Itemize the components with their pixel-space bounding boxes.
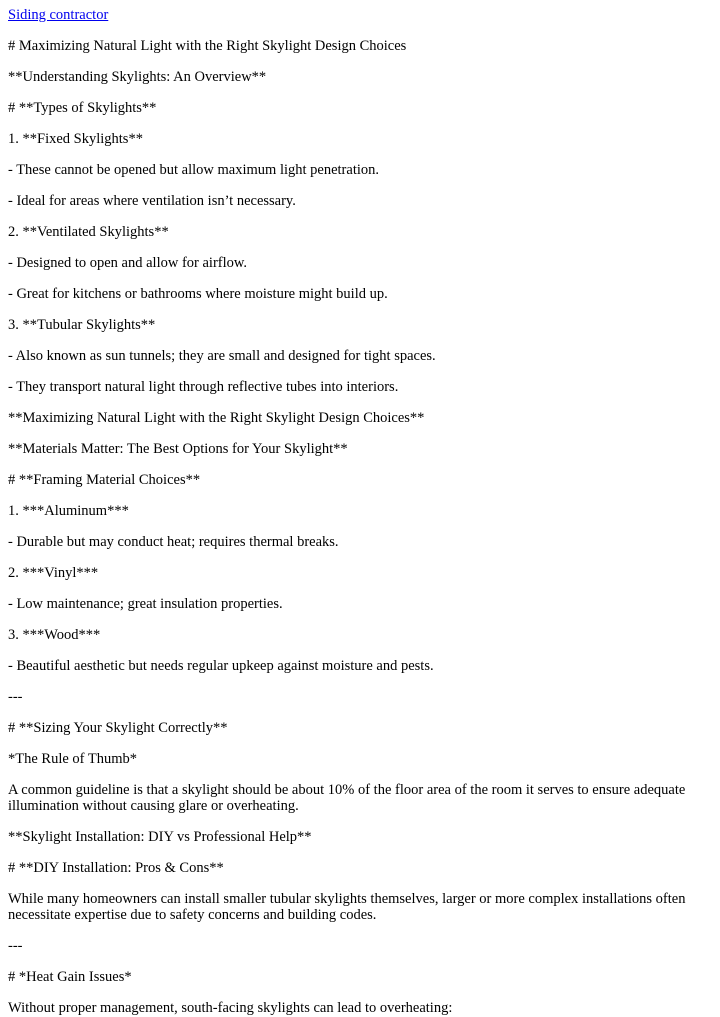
list-item-wood: 3. ***Wood*** bbox=[8, 627, 101, 643]
section-heading-maximizing: **Maximizing Natural Light with the Right Skylight Design Choices** bbox=[8, 410, 425, 426]
list-item-ventilated: 2. **Ventilated Skylights** bbox=[8, 224, 169, 240]
section-heading-sizing: # **Sizing Your Skylight Correctly** bbox=[8, 720, 228, 736]
body-paragraph: While many homeowners can install smaller tubular skylights themselves, larger or more complex installations often necessitate expertise due to safety concerns and building codes. bbox=[8, 891, 686, 923]
bullet-text: - Ideal for areas where ventilation isn’t necessary. bbox=[8, 193, 296, 209]
bullet-text: - Designed to open and allow for airflow. bbox=[8, 255, 248, 271]
bullet-text: - Low maintenance; great insulation properties. bbox=[8, 596, 283, 612]
list-item-tubular: 3. **Tubular Skylights** bbox=[8, 317, 156, 333]
list-item-vinyl: 2. ***Vinyl*** bbox=[8, 565, 99, 581]
body-paragraph: Without proper management, south-facing skylights can lead to overheating: bbox=[8, 1000, 453, 1016]
bullet-text: - They transport natural light through reflective tubes into interiors. bbox=[8, 379, 399, 395]
siding-contractor-link[interactable]: Siding contractor bbox=[8, 7, 109, 23]
section-heading-installation: **Skylight Installation: DIY vs Professional Help** bbox=[8, 829, 312, 845]
section-heading-materials: **Materials Matter: The Best Options for Your Skylight** bbox=[8, 441, 348, 457]
separator-text: --- bbox=[8, 938, 23, 954]
subheading-rule-of-thumb: *The Rule of Thumb* bbox=[8, 751, 138, 767]
page-heading: # Maximizing Natural Light with the Right Skylight Design Choices bbox=[8, 38, 407, 54]
bullet-text: - Beautiful aesthetic but needs regular upkeep against moisture and pests. bbox=[8, 658, 434, 674]
bullet-text: - Also known as sun tunnels; they are small and designed for tight spaces. bbox=[8, 348, 436, 364]
section-heading-framing: # **Framing Material Choices** bbox=[8, 472, 201, 488]
bullet-text: - Durable but may conduct heat; requires thermal breaks. bbox=[8, 534, 339, 550]
section-heading-overview: **Understanding Skylights: An Overview** bbox=[8, 69, 267, 85]
section-heading-diy: # **DIY Installation: Pros & Cons** bbox=[8, 860, 224, 876]
bullet-text: - These cannot be opened but allow maximum light penetration. bbox=[8, 162, 379, 178]
section-heading-heat-gain: # *Heat Gain Issues* bbox=[8, 969, 132, 985]
section-heading-types: # **Types of Skylights** bbox=[8, 100, 157, 116]
body-paragraph: A common guideline is that a skylight should be about 10% of the floor area of the room it serves to ensure adequate illumination without causing glare or overheating. bbox=[8, 782, 686, 814]
separator-text: --- bbox=[8, 689, 23, 705]
list-item-fixed: 1. **Fixed Skylights** bbox=[8, 131, 143, 147]
list-item-aluminum: 1. ***Aluminum*** bbox=[8, 503, 129, 519]
bullet-text: - Great for kitchens or bathrooms where moisture might build up. bbox=[8, 286, 388, 302]
